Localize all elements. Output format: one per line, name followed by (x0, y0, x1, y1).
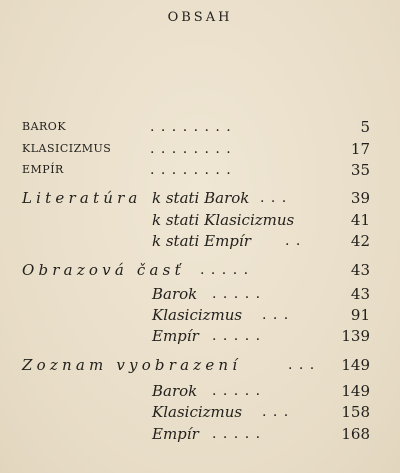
page-number: 158 (341, 403, 370, 421)
entry-label: Zoznam vyobrazení (22, 356, 242, 374)
leader-dots: . . . (288, 357, 316, 373)
entry-label: k stati Empír (152, 232, 251, 250)
entry-label: Klasicizmus (152, 306, 243, 324)
leader-dots: . . . (262, 404, 290, 420)
page-number: 139 (341, 327, 370, 345)
toc-entry (0, 355, 400, 375)
toc-entry (0, 210, 400, 230)
entry-label: k stati Klasicizmus (152, 211, 295, 229)
leader-dots: . . . . . (212, 426, 262, 442)
leader-dots: . . (285, 233, 302, 249)
page-number: 5 (360, 118, 370, 136)
page-number: 41 (350, 211, 370, 229)
toc-entry (0, 260, 400, 280)
entry-label: Barok (152, 382, 198, 400)
page-number: 91 (350, 306, 370, 324)
leader-dots: . . . . . . . . (150, 141, 232, 157)
leader-dots: . . . . . . . . (150, 162, 232, 178)
leader-dots: . . . . . (212, 286, 262, 302)
page-number: 43 (350, 285, 370, 303)
page-title: OBSAH (167, 10, 233, 25)
entry-label: Empír (152, 425, 199, 443)
toc-entry (0, 231, 400, 251)
page-number: 17 (350, 140, 370, 158)
leader-dots: . . . . . (212, 383, 262, 399)
toc-entry (0, 188, 400, 208)
toc-entry (0, 139, 400, 159)
toc-entry (0, 305, 400, 325)
toc-entry (0, 117, 400, 137)
entry-label: Barok (152, 285, 198, 303)
leader-dots: . . . (260, 190, 288, 206)
entry-sublabel: k stati Barok (152, 189, 250, 207)
toc-entry (0, 160, 400, 180)
toc-entry (0, 326, 400, 346)
leader-dots: . . . . . . . . (150, 119, 232, 135)
page-number: 43 (350, 261, 370, 279)
page-number: 168 (341, 425, 370, 443)
entry-label: KLASICIZMUS (22, 142, 112, 155)
entry-label: EMPÍR (22, 163, 64, 176)
leader-dots: . . . (262, 307, 290, 323)
toc-entry (0, 381, 400, 401)
toc-entry (0, 402, 400, 422)
page-number: 42 (350, 232, 370, 250)
page-number: 149 (341, 356, 370, 374)
entry-label: Literatúra (22, 189, 142, 207)
leader-dots: . . . . . (200, 262, 250, 278)
page-number: 35 (350, 161, 370, 179)
entry-label: BAROK (22, 120, 67, 133)
toc-entry (0, 284, 400, 304)
entry-label: Empír (152, 327, 199, 345)
leader-dots: . . . . . (212, 328, 262, 344)
toc-entry (0, 424, 400, 444)
entry-label: Obrazová časť (22, 261, 185, 279)
entry-label: Klasicizmus (152, 403, 243, 421)
page-number: 39 (350, 189, 370, 207)
page-number: 149 (341, 382, 370, 400)
